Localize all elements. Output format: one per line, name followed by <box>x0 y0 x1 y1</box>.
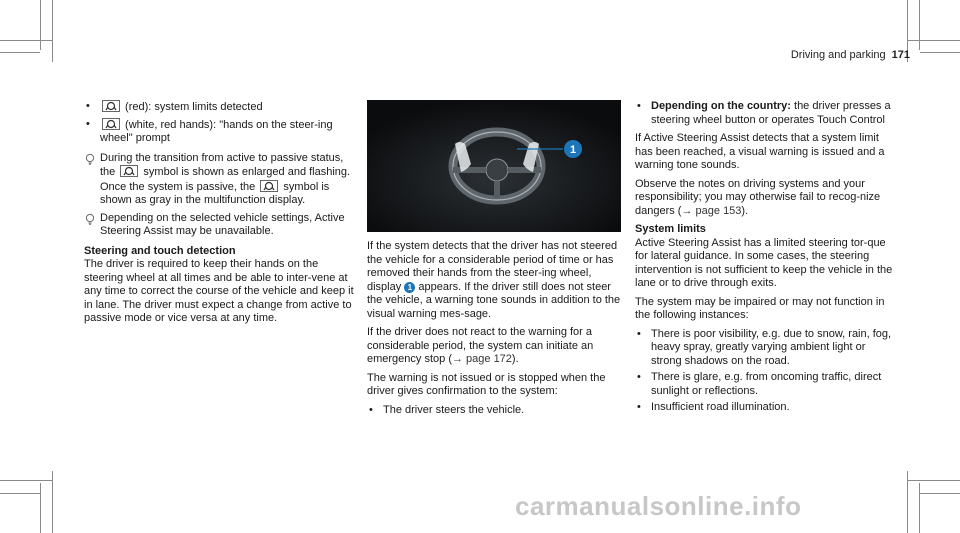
crop-mark <box>920 52 960 53</box>
crop-mark <box>52 0 53 62</box>
crop-mark <box>920 493 960 494</box>
watermark: carmanualsonline.info <box>515 491 802 521</box>
note: During the transition from active to passive status, the symbol is shown as enlarged and flashing. Once the system is passive, the symbol is shown as gray in the multifunction display. <box>84 152 354 208</box>
crop-mark <box>919 0 920 50</box>
list-item: • Insufficient road illumination. <box>635 401 895 415</box>
paragraph: If the system detects that the driver has not steered the vehicle for a considerable period of time or has removed their hands from the steer-ing wheel, display 1 appears. If the driver still does not steer the vehicle, a warning tone sounds in addition to the visual warning mes-sage. <box>367 240 621 320</box>
figure-callout: 1 <box>569 144 577 156</box>
paragraph: If the driver does not react to the warning for a considerable period, the system can initiate an emergency stop (→ page 172). <box>367 326 594 365</box>
crop-mark <box>40 483 41 533</box>
paragraph: The driver is required to keep their hands on the steering wheel at all times and be able to inter-vene at any time to correct the course of the vehicle and keep it in lane. The driver must expect a change from active to passive mode or vice versa at any time. <box>84 258 354 324</box>
page-reference[interactable]: → page 153 <box>681 204 742 217</box>
note: Depending on the selected vehicle settings, Active Steering Assist may be unavailable. <box>84 212 354 239</box>
info-bulb-icon <box>84 153 96 165</box>
crop-mark <box>0 480 52 481</box>
steering-assist-hands-icon <box>102 118 120 130</box>
paragraph: If Active Steering Assist detects that a system limit has been reached, a visual warning is issued and a warning tone sounds. <box>635 132 885 171</box>
crop-mark <box>0 52 40 53</box>
steering-assist-icon <box>120 165 138 177</box>
callout-badge: 1 <box>404 282 415 293</box>
section-heading: Steering and touch detection <box>84 244 236 257</box>
page-reference[interactable]: → page 172 <box>451 353 512 365</box>
crop-mark <box>908 40 960 41</box>
info-bulb-icon <box>84 213 96 225</box>
page-header <box>770 49 910 63</box>
paragraph: Observe the notes on driving systems and your responsibility; you may otherwise fail to recog-nize dangers (→ page 153). <box>635 177 881 217</box>
paragraph: The warning is not issued or is stopped when the driver gives confirmation to the system: <box>367 371 606 397</box>
paragraph: Active Steering Assist has a limited steering tor-que for lateral guidance. In some cases, the steering intervention is not sufficient to keep the vehicle in the lane or to drive through exits. <box>635 236 893 289</box>
column-right <box>635 100 895 418</box>
steering-assist-icon <box>102 100 120 112</box>
list-item: • There is glare, e.g. from oncoming traffic, direct sunlight or reflections. <box>635 371 895 398</box>
section-title: Driving and parking <box>790 49 886 61</box>
list-item: • (red): system limits detected <box>84 100 354 115</box>
crop-mark <box>40 0 41 50</box>
column-middle <box>367 100 625 420</box>
list-item: • (white, red hands): "hands on the steer-ing wheel" prompt <box>84 118 354 146</box>
section-heading: System limits <box>635 223 706 235</box>
crop-mark <box>0 40 52 41</box>
steering-wheel-figure <box>367 100 621 232</box>
figure-illustration <box>367 100 621 232</box>
crop-mark <box>908 480 960 481</box>
list-item: • Depending on the country: the driver presses a steering wheel button or operates Touch Control <box>635 100 895 127</box>
page-number: 171 <box>891 49 910 61</box>
crop-mark <box>0 493 40 494</box>
paragraph: The system may be impaired or may not function in the following instances: <box>635 295 885 321</box>
steering-assist-icon <box>260 180 278 192</box>
list-item: • There is poor visibility, e.g. due to snow, rain, fog, heavy spray, greatly varying ambient light or strong shadows on the road. <box>635 328 895 369</box>
list-item: • The driver steers the vehicle. <box>367 404 625 418</box>
column-left <box>84 100 354 331</box>
crop-mark <box>52 471 53 533</box>
